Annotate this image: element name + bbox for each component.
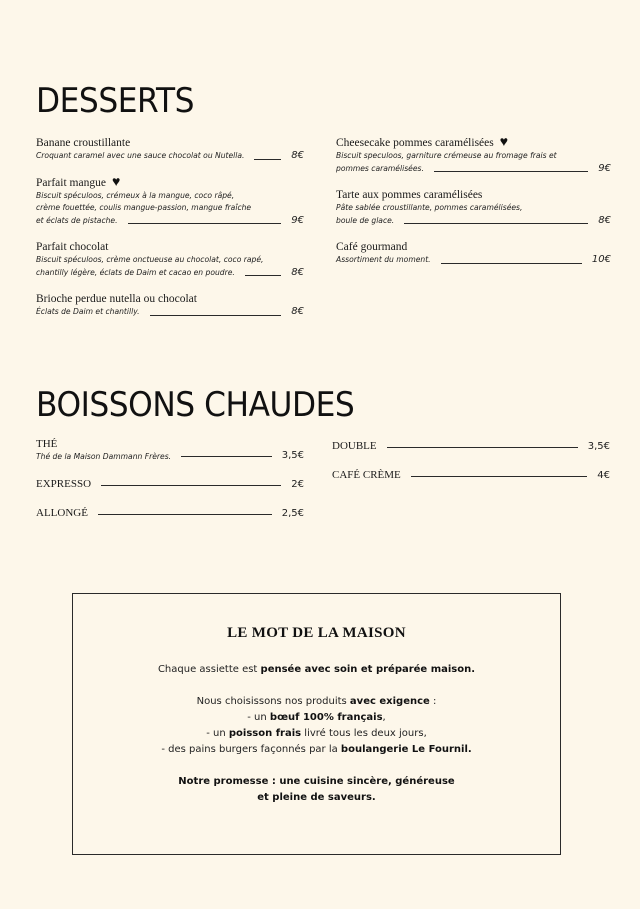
leader-line (387, 447, 578, 448)
drink-name: THÉ (36, 438, 58, 450)
drink-name: DOUBLE (332, 440, 377, 452)
desserts-right-column (336, 136, 611, 280)
description-line: Biscuit speculoos, garniture crémeuse au fromage frais et (336, 151, 557, 160)
dessert-name: Tarte aux pommes caramélisées (336, 189, 483, 201)
leader-line (404, 223, 588, 224)
heart-icon: ♥ (499, 135, 509, 150)
drink-name: EXPRESSO (36, 478, 92, 490)
dessert-description (336, 254, 611, 267)
dessert-name-row (36, 240, 304, 254)
description-line: Pâte sablée croustillante, pommes caramélisées, (336, 203, 523, 212)
dessert-description (336, 150, 611, 175)
dessert-item (36, 292, 304, 319)
drink-price-row (332, 440, 610, 452)
dessert-description (36, 254, 304, 279)
drink-item (36, 478, 304, 490)
mot-title: LE MOT DE LA MAISON (227, 625, 406, 641)
dessert-description (36, 190, 304, 228)
dessert-name-row (336, 240, 611, 254)
dessert-item (336, 136, 611, 175)
mot-text: : (429, 696, 437, 707)
drink-description: Thé de la Maison Dammann Frères. (36, 452, 172, 461)
mot-text: livré tous les deux jours, (301, 728, 427, 739)
description-line: Éclats de Daim et chantilly. (36, 307, 140, 316)
mot-promise-line-1: Notre promesse : une cuisine sincère, généreuse (178, 776, 455, 787)
drink-item (332, 469, 610, 481)
drink-price: 3,5€ (281, 450, 304, 461)
dessert-name-row (336, 188, 611, 202)
dessert-item (36, 136, 304, 163)
mot-text: , (382, 712, 386, 723)
description-price-row (336, 215, 611, 228)
dessert-price: 10€ (591, 254, 611, 265)
description-price-row (36, 150, 304, 163)
description-price-row (36, 215, 304, 228)
dessert-description (336, 202, 611, 227)
drink-item (36, 507, 304, 519)
dessert-price: 8€ (291, 266, 304, 278)
drink-item (36, 438, 304, 461)
mot-text-bold: avec exigence (349, 696, 430, 707)
leader-line (441, 263, 582, 264)
heart-icon: ♥ (111, 174, 121, 190)
mot-text: Chaque assiette est (157, 664, 261, 675)
drink-item (332, 440, 610, 452)
leader-line (101, 485, 281, 486)
dessert-name-row (36, 176, 304, 190)
description-line: chantilly légère, éclats de Daim et cacao en poudre. (36, 267, 235, 277)
mot-text: - des pains burgers façonnés par la (161, 744, 341, 755)
leader-line (128, 223, 282, 224)
description-line: et éclats de pistache. (36, 215, 118, 225)
dessert-name: Cheesecake pommes caramélisées (336, 137, 494, 149)
dessert-price: 8€ (598, 214, 611, 226)
dessert-name: Parfait mangue (36, 176, 106, 189)
drink-price-row (36, 478, 304, 490)
leader-line (245, 275, 281, 276)
dessert-item (336, 188, 611, 227)
dessert-name-row (36, 292, 304, 306)
boissons-left-column (36, 438, 304, 536)
description-line: Biscuit spéculoos, crémeux à la mangue, coco râpé, (36, 190, 235, 200)
leader-line (150, 315, 282, 316)
dessert-name-row (336, 136, 611, 150)
description-line: Assortiment du moment. (336, 255, 431, 264)
mot-text-bold: bœuf 100% français (269, 712, 383, 723)
boissons-right-column (332, 440, 610, 498)
mot-promise-line-2: et pleine de saveurs. (257, 792, 376, 803)
dessert-description (36, 150, 304, 163)
leader-line (181, 456, 272, 457)
mot-text-bold: boulangerie Le Fournil. (340, 744, 472, 755)
mot-text: - un (247, 712, 270, 723)
description-line: Croquant caramel avec une sauce chocolat ou Nutella. (36, 151, 245, 160)
mot-text: Nous choisissons nos produits (196, 696, 350, 707)
desserts-title: DESSERTS (36, 81, 195, 121)
dessert-price: 8€ (291, 150, 304, 161)
description-price-row (36, 306, 304, 319)
description-price-row (336, 163, 611, 176)
dessert-price: 9€ (598, 162, 611, 174)
dessert-price: 9€ (291, 214, 304, 226)
drink-name: CAFÉ CRÈME (332, 469, 401, 481)
dessert-item (36, 176, 304, 228)
mot-paragraph-1 (73, 662, 560, 678)
description-price-row (36, 267, 304, 280)
mot-text-bold: pensée avec soin et préparée maison. (260, 664, 476, 675)
leader-line (411, 476, 588, 477)
dessert-price: 8€ (291, 306, 304, 317)
dessert-name: Banane croustillante (36, 137, 131, 149)
drink-price-row (332, 469, 610, 481)
dessert-description (36, 306, 304, 319)
drink-price: 2€ (291, 479, 304, 490)
drink-price: 3,5€ (587, 441, 610, 452)
description-line: crème fouettée, coulis mangue-passion, mangue fraîche (36, 203, 252, 212)
dessert-name-row (36, 136, 304, 150)
description-line: Biscuit spéculoos, crème onctueuse au chocolat, coco rapé, (36, 255, 264, 264)
leader-line (434, 171, 588, 172)
drink-price: 4€ (597, 470, 610, 481)
description-line: boule de glace. (336, 215, 395, 225)
drink-price: 2,5€ (281, 508, 304, 519)
dessert-item (36, 240, 304, 279)
dessert-item (336, 240, 611, 267)
description-line: pommes caramélisées. (336, 163, 424, 173)
dessert-name: Parfait chocolat (36, 241, 109, 253)
drink-name: ALLONGÉ (36, 507, 88, 519)
mot-de-la-maison-box (72, 593, 561, 855)
mot-text-bold: poisson frais (228, 728, 302, 739)
leader-line (254, 159, 281, 160)
desserts-left-column (36, 136, 304, 332)
dessert-name: Brioche perdue nutella ou chocolat (36, 293, 197, 305)
mot-text: - un (206, 728, 229, 739)
leader-line (98, 514, 272, 515)
mot-promise (73, 774, 560, 806)
drink-price-row (36, 450, 304, 461)
mot-paragraph-2 (73, 694, 560, 758)
dessert-name: Café gourmand (336, 241, 408, 253)
boissons-title: BOISSONS CHAUDES (36, 385, 355, 425)
description-price-row (336, 254, 611, 267)
drink-price-row (36, 507, 304, 519)
